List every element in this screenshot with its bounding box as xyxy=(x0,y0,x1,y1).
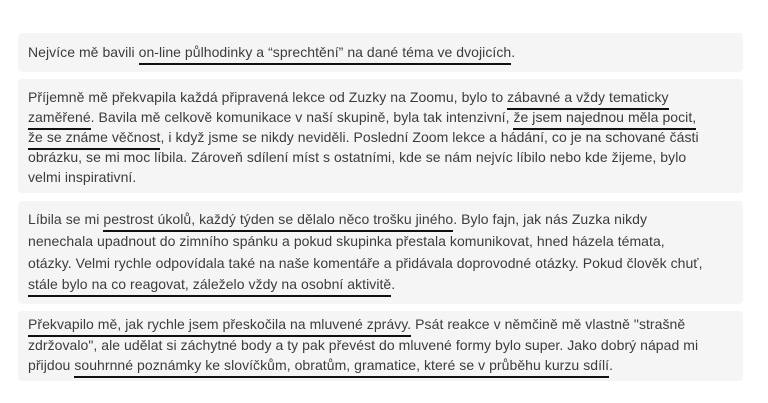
plain-text: . xyxy=(609,357,614,373)
plain-text: . Bavila mě celkově komunikace v naší skupině, byla tak intenzivní, xyxy=(90,109,514,125)
text-line xyxy=(28,276,395,297)
plain-text: přijdou xyxy=(28,357,75,373)
plain-text: velmi inspirativní. xyxy=(28,169,137,185)
plain-text: nenechala upadnout do zimního spánku a pokud skupinka přestala komunikovat, hned házela témata, xyxy=(28,233,665,249)
underlined-highlight: zaměřené xyxy=(28,109,91,130)
underlined-highlight: že jsem najednou měla pocit, xyxy=(513,109,696,130)
underlined-highlight: on-line půlhodinky a “sprechtění” na dané téma ve dvojicích xyxy=(139,44,512,65)
plain-text: otázky. Velmi rychle odpovídala také na naše komentáře a přidávala doprovodné otázky. Pokud člověk chuť, xyxy=(28,255,703,271)
text-line xyxy=(28,44,515,65)
text-line xyxy=(28,357,613,378)
plain-text: Líbila se mi xyxy=(28,211,104,227)
feedback-card-3 xyxy=(18,201,743,304)
feedback-card-2 xyxy=(18,79,743,193)
feedback-card-4 xyxy=(18,311,743,381)
text-line xyxy=(28,109,696,130)
text-line xyxy=(28,149,686,166)
text-line xyxy=(28,255,703,272)
underlined-highlight: pestrost úkolů, každý týden se dělalo něco trošku jiného xyxy=(103,211,453,232)
text-line xyxy=(28,211,647,232)
plain-text: zdržovalo", ale udělat si záchytné body a ty pak převést do mluvené formy bylo super. Jako dobrý nápad mi xyxy=(28,337,699,353)
feedback-card-1 xyxy=(18,33,743,72)
text-line xyxy=(28,316,685,337)
text-line xyxy=(28,89,669,110)
underlined-highlight: že se známe věčnost xyxy=(28,129,160,150)
plain-text: Psát reakce v němčině mě vlastně "strašně xyxy=(411,316,686,332)
plain-text: , i když jsme se nikdy neviděli. Poslední Zoom lekce a hádání, co je na schované části xyxy=(160,129,699,145)
underlined-highlight: Překvapilo mě, jak rychle jsem přeskočila na mluvené zprávy. xyxy=(28,316,411,337)
text-line xyxy=(28,129,699,150)
underlined-highlight: stále bylo na co reagovat, záleželo vždy na osobní aktivitě xyxy=(28,276,391,297)
plain-text: Příjemně mě překvapila každá připravená lekce od Zuzky na Zoomu, bylo to xyxy=(28,89,508,105)
plain-text: . xyxy=(511,44,516,60)
plain-text: obrázku, se mi moc líbila. Zároveň sdílení míst s ostatními, kde se nám nejvíc líbilo nebo kde žijeme, bylo xyxy=(28,149,687,165)
plain-text: . xyxy=(391,276,396,292)
text-line xyxy=(28,233,665,250)
plain-text: Nejvíce mě bavili xyxy=(28,44,139,60)
text-line xyxy=(28,337,698,354)
plain-text: . Bylo fajn, jak nás Zuzka nikdy xyxy=(453,211,648,227)
text-line xyxy=(28,169,136,186)
underlined-highlight: souhrnné poznámky ke slovíčkům, obratům, gramatice, které se v průběhu kurzu sdílí xyxy=(74,357,609,378)
underlined-highlight: zábavné a vždy tematicky xyxy=(507,89,669,110)
